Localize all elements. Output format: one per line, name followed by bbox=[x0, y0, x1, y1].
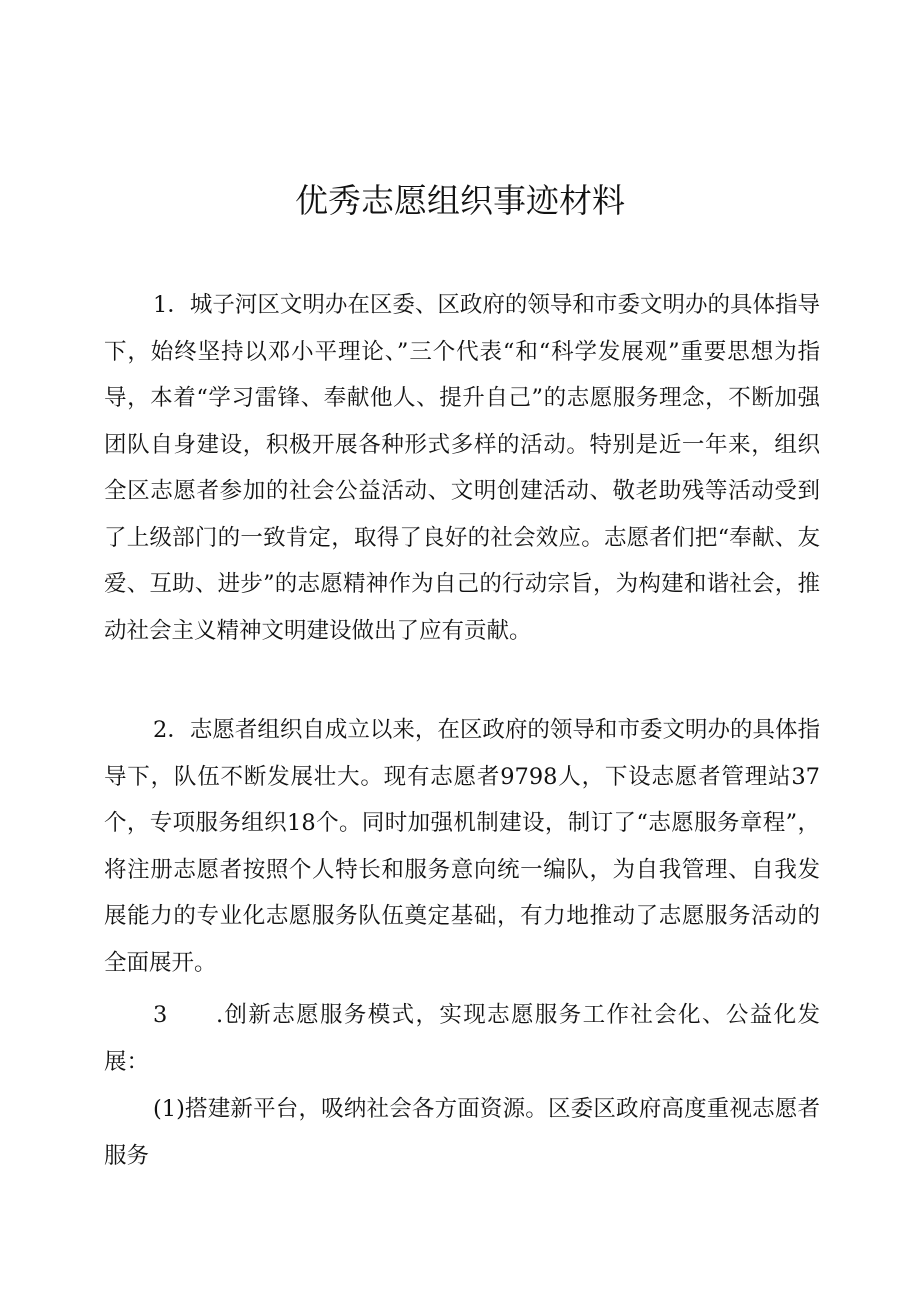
page-title: 优秀志愿组织事迹材料 bbox=[295, 181, 625, 220]
paragraph-2: 2．志愿者组织自成立以来，在区政府的领导和市委文明办的具体指导下，队伍不断发展壮大。现有志愿者9798人，下设志愿者管理站37个，专项服务组织18个。同时加强机制建设，制订了“志愿服务章程”，将注册志愿者按照个人特长和服务意向统一编队，为自我管理、自我发展能力的专业化志愿服务队伍奠定基础，有力地推动了志愿服务活动的全面展开。 bbox=[104, 717, 820, 976]
paragraph-1: 1．城子河区文明办在区委、区政府的领导和市委文明办的具体指导下，始终坚持以邓小平理论、”三个代表“和“科学发展观”重要思想为指导，本着“学习雷锋、奉献他人、提升自己”的志愿服务理念，不断加强团队自身建设，积极开展各种形式多样的活动。特别是近一年来，组织全区志愿者参加的社会公益活动、文明创建活动、敬老助残等活动受到了上级部门的一致肯定，取得了良好的社会效应。志愿者们把“奉献、友爱、互助、进步”的志愿精神作为自己的行动宗旨，为构建和谐社会，推动社会主义精神文明建设做出了应有贡献。 bbox=[104, 292, 820, 644]
paragraph-3-number: 3 bbox=[153, 1002, 168, 1028]
paragraph-3 bbox=[104, 992, 820, 1085]
paragraph-3-text: .创新志愿服务模式，实现志愿服务工作社会化、公益化发展： bbox=[104, 1002, 820, 1075]
paragraph-4: (1)搭建新平台，吸纳社会各方面资源。区委区政府高度重视志愿者服务 bbox=[104, 1096, 820, 1169]
